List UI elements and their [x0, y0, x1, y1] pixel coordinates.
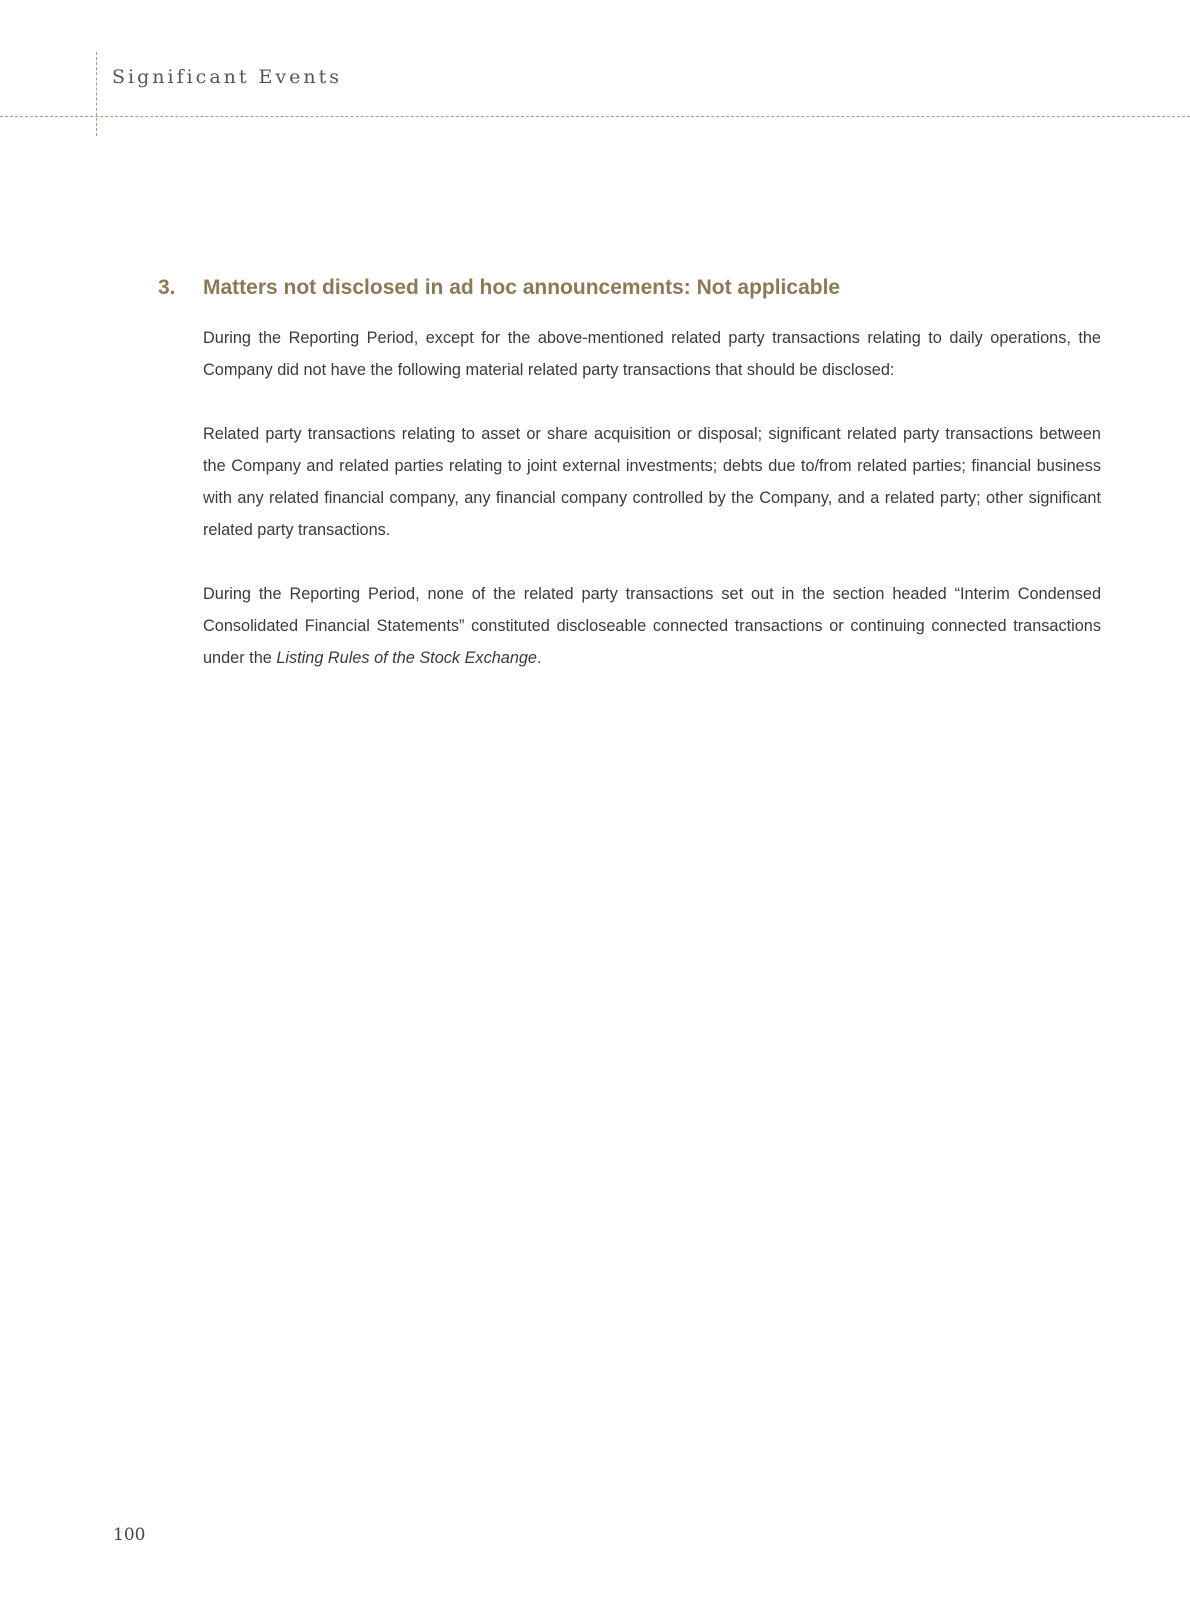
- paragraph: Related party transactions relating to asset or share acquisition or disposal; significant related party transactions between the Company and related parties relating to joint external investments; debts due to/from related parties; financial business with any related financial company, any financial company controlled by the Company, and a related party; other significant related party transactions.: [203, 425, 1101, 539]
- italic-reference: Listing Rules of the Stock Exchange: [276, 649, 537, 667]
- paragraph-end: .: [536, 649, 542, 667]
- section-title: Matters not disclosed in ad hoc announcements: Not applicable: [203, 276, 841, 299]
- running-header-title: Significant Events: [112, 66, 343, 88]
- section-body: [203, 322, 1101, 706]
- paragraph: [203, 578, 1101, 674]
- section-number: 3.: [158, 276, 176, 299]
- paragraph-text: During the Reporting Period, none of the related party transactions set out in the section headed “Interim Condensed Consolidated Financial Statements” constituted discloseable connected transactions or continuing connected transactions under the: [203, 585, 1101, 667]
- page-number: 100: [113, 1525, 146, 1545]
- header-vertical-rule: [96, 52, 97, 136]
- header-horizontal-rule: [0, 116, 1190, 117]
- paragraph: During the Reporting Period, except for the above-mentioned related party transactions relating to daily operations, the Company did not have the following material related party transactions that should be disclosed:: [203, 329, 1101, 379]
